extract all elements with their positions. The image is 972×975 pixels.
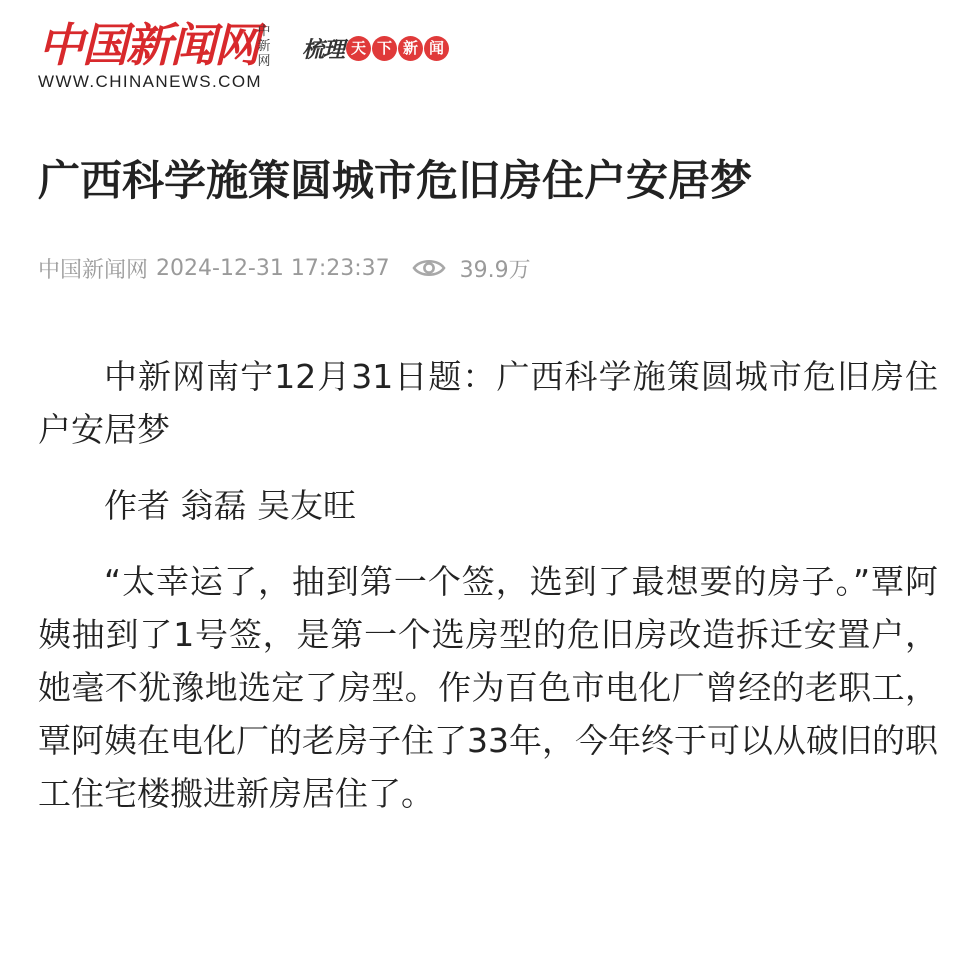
article-title: 广西科学施策圆城市危旧房住户安居梦 — [38, 156, 753, 205]
article-body — [38, 350, 938, 843]
article-paragraph: 中新网南宁12月31日题：广西科学施策圆城市危旧房住户安居梦 — [38, 357, 938, 449]
article-byline: 作者 翁磊 吴友旺 — [104, 486, 356, 525]
seal-char: 天 — [346, 36, 371, 61]
site-header — [38, 18, 558, 98]
seal-char: 新 — [398, 36, 423, 61]
logo-abbreviation: 中新网 — [257, 24, 271, 69]
tagline-script: 梳理 — [302, 36, 345, 63]
tagline — [302, 32, 449, 64]
eye-icon — [412, 257, 446, 279]
article-timestamp: 2024-12-31 17:23:37 — [156, 255, 390, 281]
article-meta — [38, 250, 531, 286]
seal-char: 下 — [372, 36, 397, 61]
site-url[interactable]: WWW.CHINANEWS.COM — [38, 72, 262, 91]
seal-char: 闻 — [424, 36, 449, 61]
view-count: 39.9万 — [459, 257, 531, 283]
tagline-seal — [346, 36, 449, 61]
article-source[interactable]: 中国新闻网 — [38, 257, 149, 283]
article-paragraph: “太幸运了，抽到第一个签，选到了最想要的房子。”覃阿姨抽到了1号签，是第一个选房型的危旧房改造拆迁安置户，她毫不犹豫地选定了房型。作为百色市电化厂曾经的老职工，覃阿姨在电化厂的老房子住了33年，今年终于可以从破旧的职工住宅楼搬进新房居住了。 — [38, 562, 938, 813]
site-logo[interactable]: 中国新闻网 — [38, 18, 258, 72]
